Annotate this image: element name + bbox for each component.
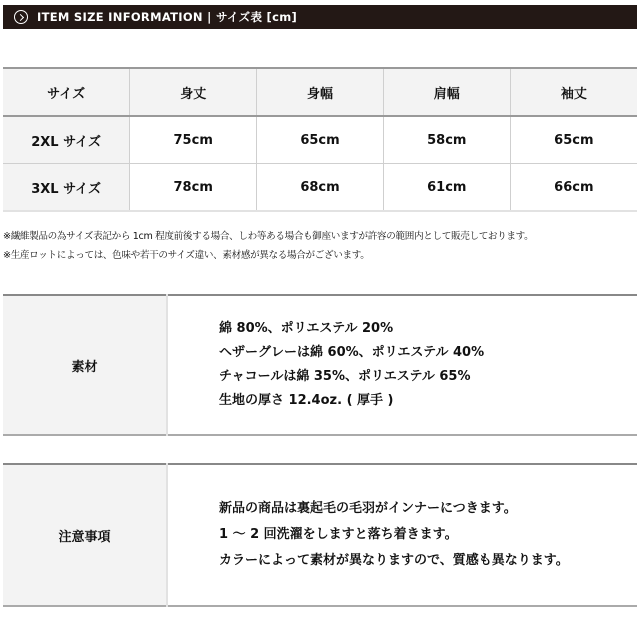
material-label: 素材 <box>3 295 167 435</box>
material-line: チャコールは綿 35%、ポリエステル 65% <box>219 369 471 384</box>
size-notes <box>3 227 637 265</box>
column-header-size: サイズ <box>3 68 130 116</box>
table-cell: 65cm <box>510 116 637 164</box>
column-header-sleeve: 袖丈 <box>510 68 637 116</box>
caution-line: 新品の商品は裏起毛の毛羽がインナーにつきます。 <box>219 501 517 516</box>
caution-line: 1 ～ 2 回洗濯をしますと落ち着きます。 <box>219 527 458 542</box>
caution-label: 注意事項 <box>3 464 167 606</box>
material-row <box>3 295 637 435</box>
table-cell: 66cm <box>510 164 637 212</box>
material-line: 綿 80%、ポリエステル 20% <box>219 321 394 336</box>
column-header-width: 身幅 <box>257 68 384 116</box>
circle-chevron-right-icon <box>14 10 28 24</box>
table-header-row <box>3 68 637 116</box>
row-label: 3XL サイズ <box>3 164 130 212</box>
table-cell: 78cm <box>130 164 257 212</box>
section-title: ITEM SIZE INFORMATION | サイズ表 [cm] <box>37 10 298 24</box>
table-cell: 68cm <box>257 164 384 212</box>
note-line: ※繊維製品の為サイズ表記から 1cm 程度前後する場合、しわ等ある場合も御座いますが許容の範囲内として販売しております。 <box>3 231 534 242</box>
table-cell: 75cm <box>130 116 257 164</box>
table-cell: 61cm <box>383 164 510 212</box>
row-label: 2XL サイズ <box>3 116 130 164</box>
column-header-shoulder: 肩幅 <box>383 68 510 116</box>
section-header <box>3 5 637 29</box>
material-line: 生地の厚さ 12.4oz. ( 厚手 ) <box>219 393 394 408</box>
material-table <box>3 294 637 436</box>
table-cell: 58cm <box>383 116 510 164</box>
note-line: ※生産ロットによっては、色味や若干のサイズ違い、素材感が異なる場合がございます。 <box>3 250 370 261</box>
caution-details <box>167 464 637 606</box>
caution-line: カラーによって素材が異なりますので、質感も異なります。 <box>219 553 569 568</box>
material-details <box>167 295 637 435</box>
table-row <box>3 164 637 212</box>
material-line: ヘザーグレーは綿 60%、ポリエステル 40% <box>219 345 485 360</box>
column-header-length: 身丈 <box>130 68 257 116</box>
size-table <box>3 67 637 212</box>
table-cell: 65cm <box>257 116 384 164</box>
caution-row <box>3 464 637 606</box>
caution-table <box>3 463 637 607</box>
table-row <box>3 116 637 164</box>
